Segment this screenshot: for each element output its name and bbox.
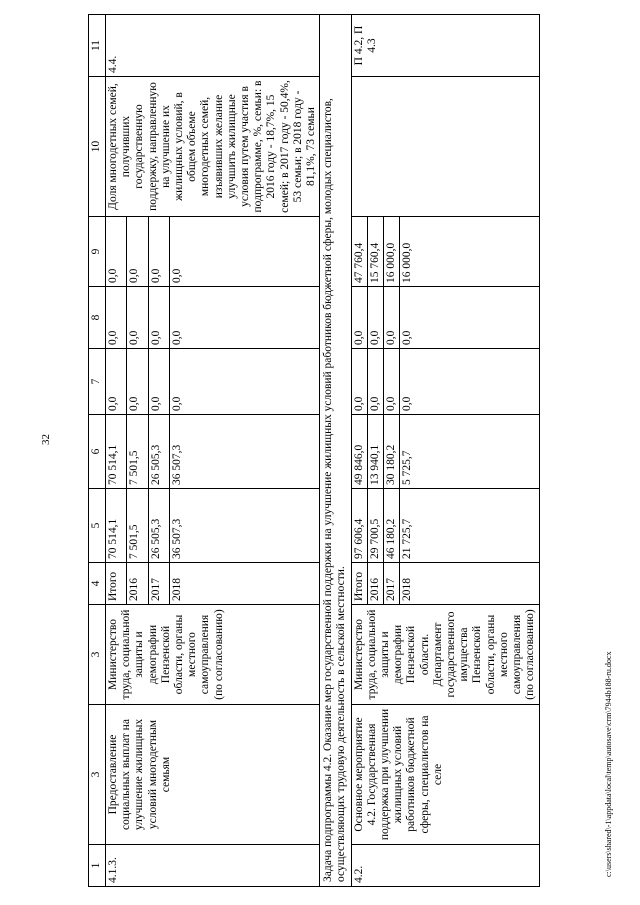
value-cell: 7 501,5: [127, 489, 148, 563]
footer-file-path: c:\users\shared\-1\appdata\local\temp\autosave\crm\7944b188-ru.docx: [604, 651, 613, 877]
value-cell: 70 514,1: [106, 489, 127, 563]
value-cell: 5 725,7: [400, 415, 540, 489]
value-cell: 26 505,3: [148, 415, 169, 489]
table-row: [351, 15, 367, 887]
value-cell: 36 507,3: [170, 489, 320, 563]
value-cell: 97 606,4: [351, 489, 367, 563]
year-cell: 2018: [400, 563, 540, 605]
rotated-table-wrapper: [88, 15, 608, 887]
value-cell: 0,0: [384, 287, 400, 349]
page-number: 32: [40, 434, 52, 445]
section-title: Задача подпрограммы 4.2. Оказание мер государственной поддержки на улучшение жилищных условий работников бюджетной сферы, молодых специалистов, осуществляющих трудовую деятельность в сельской местности.: [320, 15, 351, 887]
header-cell: 10: [89, 77, 106, 217]
value-cell: 0,0: [400, 287, 540, 349]
value-cell: 0,0: [170, 349, 320, 415]
value-cell: 70 514,1: [106, 415, 127, 489]
value-cell: 0,0: [127, 287, 148, 349]
value-cell: 0,0: [400, 349, 540, 415]
value-cell: 0,0: [148, 217, 169, 287]
header-cell: 6: [89, 415, 106, 489]
value-cell: 0,0: [127, 217, 148, 287]
year-cell: Итого: [106, 563, 127, 605]
table-row: [106, 15, 127, 887]
program-table: [88, 14, 540, 887]
value-cell: 0,0: [148, 349, 169, 415]
row-number: 4.1.3.: [106, 845, 320, 887]
row-number: 4.2.: [351, 845, 540, 887]
value-cell: 0,0: [170, 217, 320, 287]
header-cell: 5: [89, 489, 106, 563]
reference: П 4.2, П 4.3: [351, 15, 540, 77]
value-cell: 0,0: [367, 287, 383, 349]
measure-name: Предоставление социальных выплат на улучшение жилищных условий многодетным семьям: [106, 705, 320, 845]
year-cell: 2017: [384, 563, 400, 605]
value-cell: 36 507,3: [170, 415, 320, 489]
header-cell: 3: [89, 705, 106, 845]
header-cell: 3: [89, 605, 106, 705]
indicator: [351, 77, 540, 217]
value-cell: 46 180,2: [384, 489, 400, 563]
value-cell: 0,0: [367, 349, 383, 415]
value-cell: 26 505,3: [148, 489, 169, 563]
year-cell: Итого: [351, 563, 367, 605]
header-cell: 7: [89, 349, 106, 415]
measure-name: Основное мероприятие 4.2. Государственная поддержка при улучшении жилищных условий работников бюджетной сферы, специалистов на селе: [351, 705, 540, 845]
value-cell: 0,0: [351, 287, 367, 349]
executor: Министерство труда, социальной защиты и демографии Пензенской области, органы местного самоуправления (по согласованию): [106, 605, 320, 705]
value-cell: 29 700,5: [367, 489, 383, 563]
value-cell: 30 180,2: [384, 415, 400, 489]
header-cell: 4: [89, 563, 106, 605]
value-cell: 21 725,7: [400, 489, 540, 563]
value-cell: 0,0: [170, 287, 320, 349]
header-cell: 11: [89, 15, 106, 77]
year-cell: 2016: [127, 563, 148, 605]
executor: Министерство труда, социальной защиты и демографии Пензенской области. Департамент государственного имущества Пензенской области, органы местного самоуправления (по согласованию): [351, 605, 540, 705]
value-cell: 13 940,1: [367, 415, 383, 489]
value-cell: 0,0: [127, 349, 148, 415]
value-cell: 0,0: [106, 217, 127, 287]
value-cell: 0,0: [148, 287, 169, 349]
year-cell: 2018: [170, 563, 320, 605]
header-cell: 9: [89, 217, 106, 287]
value-cell: 49 846,0: [351, 415, 367, 489]
value-cell: 0,0: [384, 349, 400, 415]
indicator: Доля многодетных семей, получивших государственную поддержку, направленную на улучшение их жилищных условий, в общем объеме многодетных семей, изъявивших желание улучшить жилищные условия путем участия в подпрограмме, %, семьи: в 2016 году - 18,7%, 15 семей; в 2017 году - 50,4%, 53 семьи; в 2018 году - 81,1%, 73 семьи: [106, 77, 320, 217]
header-row: [89, 15, 106, 887]
value-cell: 15 760,4: [367, 217, 383, 287]
value-cell: 0,0: [351, 349, 367, 415]
year-cell: 2017: [148, 563, 169, 605]
value-cell: 16 000,0: [400, 217, 540, 287]
year-cell: 2016: [367, 563, 383, 605]
section-row: [320, 15, 351, 887]
value-cell: 16 000,0: [384, 217, 400, 287]
header-cell: 1: [89, 845, 106, 887]
reference: 4.4.: [106, 15, 320, 77]
header-cell: 8: [89, 287, 106, 349]
value-cell: 0,0: [106, 287, 127, 349]
value-cell: 47 760,4: [351, 217, 367, 287]
value-cell: 0,0: [106, 349, 127, 415]
value-cell: 7 501,5: [127, 415, 148, 489]
